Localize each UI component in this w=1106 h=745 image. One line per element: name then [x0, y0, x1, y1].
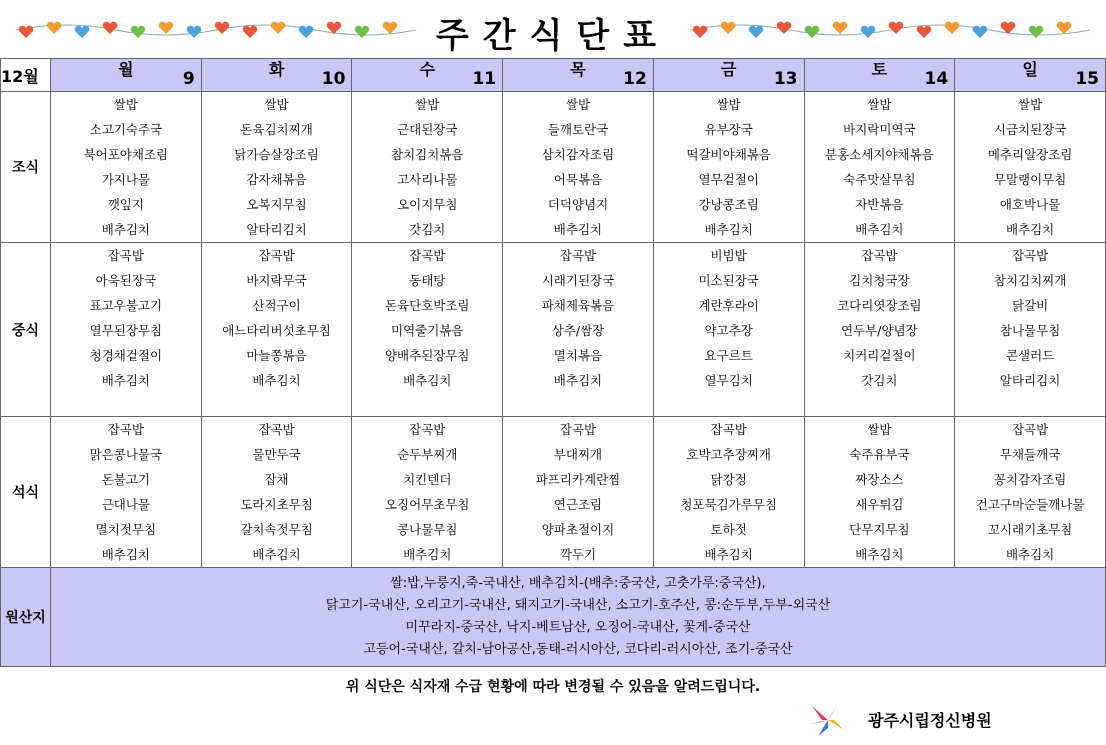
menu-item: 잡곡밥 — [1011, 422, 1049, 437]
menu-item: 참치김치찌개 — [993, 273, 1067, 288]
menu-cell — [51, 417, 202, 568]
menu-item: 숙주유부국 — [849, 447, 910, 462]
menu-item: 김치청국장 — [849, 273, 910, 288]
heart-icon — [1029, 26, 1044, 38]
menu-item: 배추김치 — [403, 373, 452, 388]
heart-icon — [693, 26, 708, 38]
day-header-tue — [201, 59, 352, 92]
menu-cell — [653, 417, 804, 568]
menu-item: 돈육단호박조림 — [384, 298, 470, 313]
menu-item: 오이지무침 — [397, 197, 458, 212]
day-header-fri — [653, 59, 804, 92]
day-date: 11 — [472, 69, 497, 89]
menu-cell — [503, 92, 654, 243]
menu-item: 미소된장국 — [698, 273, 759, 288]
day-header-thu — [503, 59, 654, 92]
menu-item: 배추김치 — [553, 373, 603, 388]
menu-item: 미역줄기볶음 — [391, 323, 464, 338]
heart-icon — [889, 22, 904, 34]
menu-item: 바지락미역국 — [843, 122, 916, 137]
heart-icon — [749, 26, 764, 38]
menu-item: 열무김치 — [704, 373, 753, 388]
day-name: 금 — [720, 60, 737, 79]
menu-item: 메추리알장조림 — [987, 147, 1073, 162]
menu-item: 열무된장무침 — [89, 323, 163, 338]
menu-item: 부대찌개 — [553, 447, 603, 462]
notice-text: 위 식단은 식자재 수급 현황에 따라 변경될 수 있음을 알려드립니다. — [345, 679, 761, 695]
menu-cell — [51, 243, 202, 417]
day-name: 목 — [570, 60, 586, 79]
menu-cell — [352, 417, 503, 568]
menu-item: 갈치속젓무침 — [240, 522, 313, 537]
menu-item: 배추김치 — [704, 547, 753, 562]
menu-item: 파프리카계란찜 — [535, 472, 621, 487]
menu-cell — [955, 243, 1106, 417]
menu-item: 잡곡밥 — [107, 248, 144, 263]
menu-item: 소고기숙주국 — [89, 122, 163, 137]
menu-item: 순두부찌개 — [397, 447, 458, 462]
menu-cell — [503, 243, 654, 417]
origin-info — [51, 568, 1106, 667]
day-header-wed — [352, 59, 503, 92]
menu-item: 파채제육볶음 — [541, 298, 615, 313]
menu-item: 비빔밥 — [710, 248, 747, 263]
day-header-row — [1, 59, 1106, 92]
heart-icon — [917, 26, 932, 38]
menu-item: 쌀밥 — [415, 97, 440, 112]
menu-cell — [352, 92, 503, 243]
origin-row — [1, 568, 1106, 667]
menu-item: 꽁치감자조림 — [993, 472, 1067, 487]
menu-item: 계란후라이 — [698, 298, 759, 313]
menu-item: 쌀밥 — [1018, 97, 1043, 112]
menu-item: 잡곡밥 — [861, 248, 898, 263]
menu-item: 근대나물 — [101, 497, 150, 512]
menu-item: 배추김치 — [101, 222, 150, 237]
menu-item: 자반볶음 — [855, 197, 904, 212]
menu-item: 오복지무침 — [246, 197, 307, 212]
menu-item: 콩나물무침 — [397, 522, 458, 537]
menu-item: 애호박나물 — [999, 197, 1061, 212]
menu-item: 배추김치 — [855, 222, 904, 237]
menu-item: 무말랭이무침 — [993, 172, 1067, 187]
menu-item: 쌀밥 — [867, 97, 892, 112]
menu-item: 멸치젓무침 — [95, 522, 157, 537]
menu-item: 표고우불고기 — [89, 298, 163, 313]
menu-item: 돈불고기 — [101, 472, 150, 487]
menu-item: 잡곡밥 — [710, 422, 747, 437]
menu-item: 닭강정 — [710, 472, 747, 487]
menu-item: 분홍소세지야채볶음 — [825, 147, 934, 162]
heart-icon — [777, 22, 792, 34]
menu-item: 시금치된장국 — [993, 122, 1067, 137]
meal-label: 조식 — [1, 92, 51, 243]
menu-item: 알타리김치 — [999, 373, 1061, 388]
menu-item: 갓김치 — [861, 373, 898, 388]
menu-item: 배추김치 — [101, 547, 150, 562]
menu-item: 숙주맛살무침 — [843, 172, 916, 187]
menu-item: 배추김치 — [704, 222, 753, 237]
menu-item: 아욱된장국 — [95, 273, 157, 288]
menu-item: 닭갈비 — [1011, 298, 1049, 313]
menu-item: 근대된장국 — [397, 122, 458, 137]
menu-item: 오징어무초무침 — [384, 497, 470, 512]
menu-cell — [653, 243, 804, 417]
menu-item: 약고추장 — [704, 323, 753, 338]
menu-item: 삼치감자조림 — [541, 147, 615, 162]
menu-item: 잡곡밥 — [409, 248, 446, 263]
day-date: 15 — [1075, 69, 1099, 89]
menu-cell — [804, 243, 955, 417]
menu-table — [0, 58, 1106, 667]
heart-icon — [721, 22, 736, 34]
menu-cell — [201, 92, 352, 243]
menu-item: 배추김치 — [252, 373, 301, 388]
menu-item: 쌀밥 — [716, 97, 741, 112]
meal-row-lunch — [1, 243, 1106, 417]
menu-item: 콘샐러드 — [1005, 348, 1055, 363]
menu-item: 쌀밥 — [565, 97, 591, 112]
menu-cell — [804, 92, 955, 243]
menu-item: 요구르트 — [704, 348, 753, 363]
day-date: 12 — [623, 69, 647, 89]
day-name: 수 — [419, 60, 435, 79]
menu-item: 참치김치볶음 — [391, 147, 464, 162]
menu-item: 닭가슴살장조림 — [234, 147, 319, 162]
menu-cell — [503, 417, 654, 568]
menu-cell — [653, 92, 804, 243]
menu-item: 물만두국 — [252, 447, 301, 462]
heart-icon — [861, 26, 876, 38]
menu-item: 잡곡밥 — [258, 422, 295, 437]
menu-item: 연근조림 — [553, 497, 603, 512]
origin-label: 원산지 — [1, 568, 51, 667]
menu-item: 코다리엿장조림 — [837, 298, 922, 313]
day-name: 일 — [1022, 60, 1038, 79]
menu-item: 마늘쫑볶음 — [246, 348, 307, 363]
menu-cell — [804, 417, 955, 568]
menu-item: 청경채겉절이 — [89, 348, 163, 363]
menu-item: 어묵볶음 — [553, 172, 603, 187]
menu-item: 잡곡밥 — [409, 422, 446, 437]
menu-item: 양배추된장무침 — [384, 348, 470, 363]
menu-cell — [201, 243, 352, 417]
menu-item: 바지락무국 — [246, 273, 307, 288]
menu-cell — [955, 417, 1106, 568]
menu-cell — [955, 92, 1106, 243]
menu-cell — [201, 417, 352, 568]
menu-item: 깻잎지 — [107, 197, 144, 212]
menu-item: 꼬시래기초무침 — [987, 522, 1073, 537]
menu-item: 쌀밥 — [264, 97, 289, 112]
menu-cell — [51, 92, 202, 243]
origin-line: 쌀:밥,누룽지,죽-국내산, 배추김치-(배추:중국산, 고춧가루:중국산), — [390, 576, 766, 591]
menu-item: 강낭콩조림 — [698, 197, 759, 212]
day-date: 9 — [182, 69, 195, 89]
heart-icon — [833, 22, 848, 34]
menu-item: 열무겉절이 — [698, 172, 759, 187]
menu-cell — [352, 243, 503, 417]
day-name: 화 — [268, 60, 285, 79]
heart-icon — [805, 26, 820, 38]
hospital-name: 광주시립정신병원 — [868, 711, 992, 730]
menu-item: 산적구이 — [252, 298, 301, 313]
day-header-sun — [955, 59, 1106, 92]
menu-item: 시래기된장국 — [541, 273, 615, 288]
menu-item: 청포묵김가루무침 — [680, 497, 777, 512]
heart-garland-right-icon — [690, 18, 1090, 42]
heart-icon — [973, 26, 988, 38]
menu-item: 짜장소스 — [855, 472, 904, 487]
menu-item: 무채들깨국 — [999, 447, 1061, 462]
meal-row-dinner — [1, 417, 1106, 568]
menu-item: 돈육김치찌개 — [240, 122, 313, 137]
menu-item: 멸치볶음 — [553, 348, 603, 363]
menu-item: 감자채볶음 — [246, 172, 307, 187]
menu-item: 배추김치 — [403, 547, 452, 562]
menu-item: 상추/쌈장 — [551, 323, 605, 338]
menu-item: 참나물무침 — [999, 323, 1061, 338]
menu-item: 배추김치 — [252, 547, 301, 562]
menu-item: 잡곡밥 — [107, 422, 144, 437]
menu-item: 잡곡밥 — [559, 248, 597, 263]
day-date: 14 — [924, 69, 949, 89]
day-header-mon — [51, 59, 202, 92]
menu-item: 가지나물 — [101, 172, 150, 187]
origin-line: 닭고기-국내산, 오리고기-국내산, 돼지고기-국내산, 소고기-호주산, 콩:순두부,두부-외국산 — [325, 598, 831, 613]
menu-item: 떡갈비야채볶음 — [686, 147, 771, 162]
page-title: 주간식단표 — [435, 16, 671, 56]
hospital-logo-icon — [808, 700, 848, 740]
menu-item: 고사리나물 — [397, 172, 458, 187]
menu-item: 건고구마순들깨나물 — [975, 497, 1085, 512]
heart-icon — [1057, 22, 1072, 34]
menu-item: 양파초절이지 — [541, 522, 615, 537]
menu-item: 갓김치 — [409, 222, 446, 237]
menu-item: 들깨토란국 — [547, 122, 609, 137]
menu-item: 연두부/양념장 — [841, 323, 918, 338]
day-date: 10 — [321, 69, 346, 89]
origin-line: 고등어-국내산, 갈치-남아공산,동태-러시아산, 코다리-러시아산, 조기-중국산 — [363, 642, 793, 657]
menu-item: 동태탕 — [409, 273, 446, 288]
menu-item: 유부장국 — [704, 122, 753, 137]
menu-item: 새우튀김 — [855, 497, 904, 512]
menu-item: 쌀밥 — [113, 97, 138, 112]
menu-item: 더덕양념지 — [547, 197, 609, 212]
menu-item: 배추김치 — [553, 222, 603, 237]
menu-item: 단무지무침 — [849, 522, 910, 537]
menu-item: 배추김치 — [1005, 547, 1055, 562]
menu-item: 치커리겉절이 — [843, 348, 916, 363]
day-name: 토 — [871, 60, 888, 79]
menu-item: 쌀밥 — [867, 422, 892, 437]
menu-item: 잡곡밥 — [1011, 248, 1049, 263]
menu-item: 배추김치 — [855, 547, 904, 562]
origin-line: 미꾸라지-중국산, 낙지-베트남산, 오징어-국내산, 꽃게-중국산 — [405, 620, 751, 635]
title-row — [0, 0, 1106, 58]
menu-item: 잡곡밥 — [258, 248, 295, 263]
menu-item: 알타리김치 — [246, 222, 307, 237]
menu-item: 맑은콩나물국 — [89, 447, 163, 462]
menu-item: 깍두기 — [559, 547, 597, 562]
menu-item: 호박고추장찌개 — [686, 447, 771, 462]
menu-item: 도라지초무침 — [240, 497, 313, 512]
day-header-sat — [804, 59, 955, 92]
menu-item: 애느타리버섯초무침 — [222, 323, 331, 338]
menu-item: 치킨텐더 — [403, 472, 452, 487]
heart-icon — [945, 22, 960, 34]
meal-row-breakfast — [1, 92, 1106, 243]
menu-item: 토하젓 — [710, 522, 747, 537]
menu-item: 북어포야채조림 — [83, 147, 169, 162]
day-date: 13 — [773, 69, 798, 89]
menu-item: 배추김치 — [101, 373, 150, 388]
menu-item: 잡채 — [264, 472, 289, 487]
menu-item: 배추김치 — [1005, 222, 1055, 237]
meal-label: 중식 — [1, 243, 51, 417]
meal-label: 석식 — [1, 417, 51, 568]
month-label: 12월 — [1, 59, 51, 92]
menu-item: 잡곡밥 — [559, 422, 597, 437]
day-name: 월 — [118, 60, 134, 79]
